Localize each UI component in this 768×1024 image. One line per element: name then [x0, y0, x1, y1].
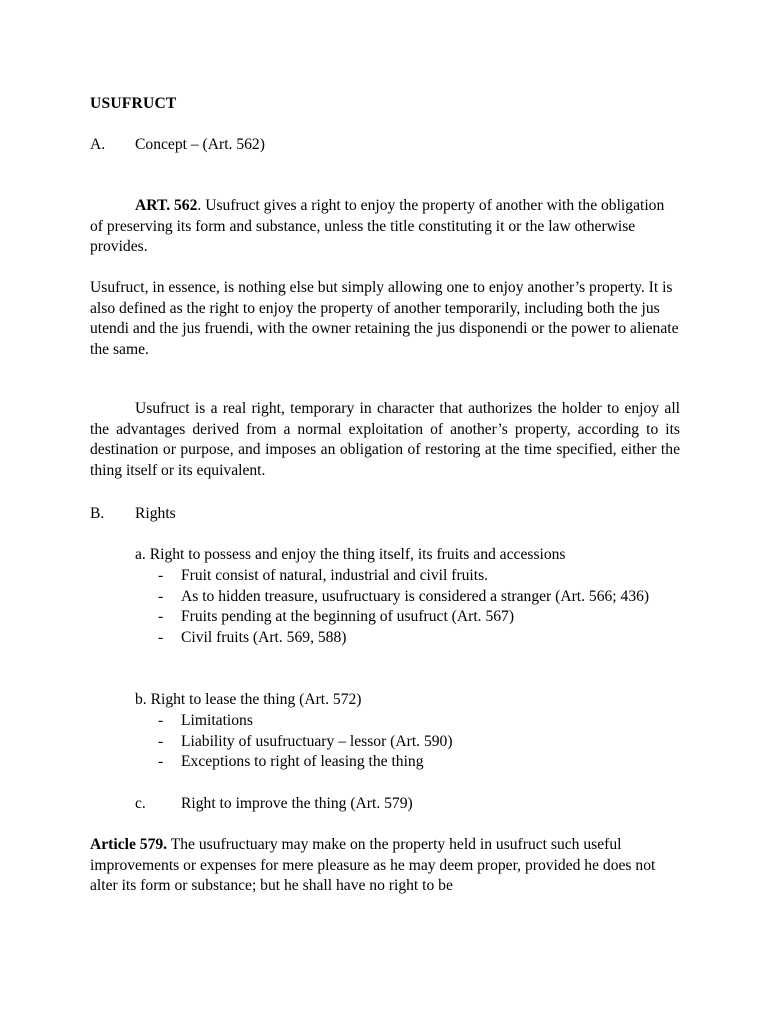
right-b-heading: b. Right to lease the thing (Art. 572) [135, 691, 362, 708]
section-a-heading [90, 135, 265, 156]
section-b-label: Rights [135, 505, 176, 522]
section-b-letter: B. [90, 505, 105, 522]
right-c-label: Right to improve the thing (Art. 579) [181, 795, 413, 812]
right-a-heading: a. Right to possess and enjoy the thing itself, its fruits and accessions [135, 546, 566, 563]
right-a-list [158, 566, 678, 648]
bullet-dash: - [158, 628, 164, 646]
art-562-lead: ART. 562 [135, 197, 198, 214]
bullet-dash: - [158, 732, 164, 750]
right-c-heading [135, 794, 413, 815]
art-562-paragraph [90, 196, 680, 258]
list-item: - Liability of usufructuary – lessor (Art. 590) [158, 732, 678, 753]
list-item: - Limitations [158, 711, 678, 732]
list-item: - Fruits pending at the beginning of usufruct (Art. 567) [158, 607, 678, 628]
art-579-lead: Article 579. [90, 836, 168, 853]
bullet-dash: - [158, 608, 164, 625]
right-c-letter: c. [135, 795, 146, 812]
art-579-paragraph [90, 835, 680, 897]
bullet-dash: - [158, 753, 164, 770]
list-item: - Civil fruits (Art. 569, 588) [158, 628, 678, 649]
bullet-dash: - [158, 567, 164, 584]
document-title: USUFRUCT [90, 95, 177, 112]
essence-paragraph: Usufruct, in essence, is nothing else but simply allowing one to enjoy another’s property. It is also defined as the right to enjoy the property of another temporarily, including both the jus utendi and the jus fruendi, with the owner retaining the jus disponendi or the power to alienate the same. [90, 279, 679, 358]
real-right-paragraph: Usufruct is a real right, temporary in character that authorizes the holder to enjoy all the advantages derived from a normal exploitation of another’s property, according to its destination or purpose, and imposes an obligation of restoring at the time specified, either the thing itself or its equivalent. [90, 400, 680, 479]
right-b-list [158, 711, 678, 773]
section-a-letter: A. [90, 136, 106, 153]
list-item: - As to hidden treasure, usufructuary is considered a stranger (Art. 566; 436) [158, 587, 678, 608]
bullet-dash: - [158, 712, 164, 729]
list-item: - Fruit consist of natural, industrial and civil fruits. [158, 566, 678, 587]
art-579-text: The usufructuary may make on the property held in usufruct such useful improvements or expenses for mere pleasure as he may deem proper, provided he does not alter its form or substance; but he shall have no right to be [90, 836, 656, 894]
section-b-heading [90, 504, 176, 525]
art-562-text: . Usufruct gives a right to enjoy the property of another with the obligation of preserving its form and substance, unless the title constituting it or the law otherwise provides. [90, 197, 665, 255]
section-a-label: Concept – (Art. 562) [135, 136, 265, 153]
list-item: - Exceptions to right of leasing the thing [158, 752, 678, 773]
bullet-dash: - [158, 587, 164, 605]
